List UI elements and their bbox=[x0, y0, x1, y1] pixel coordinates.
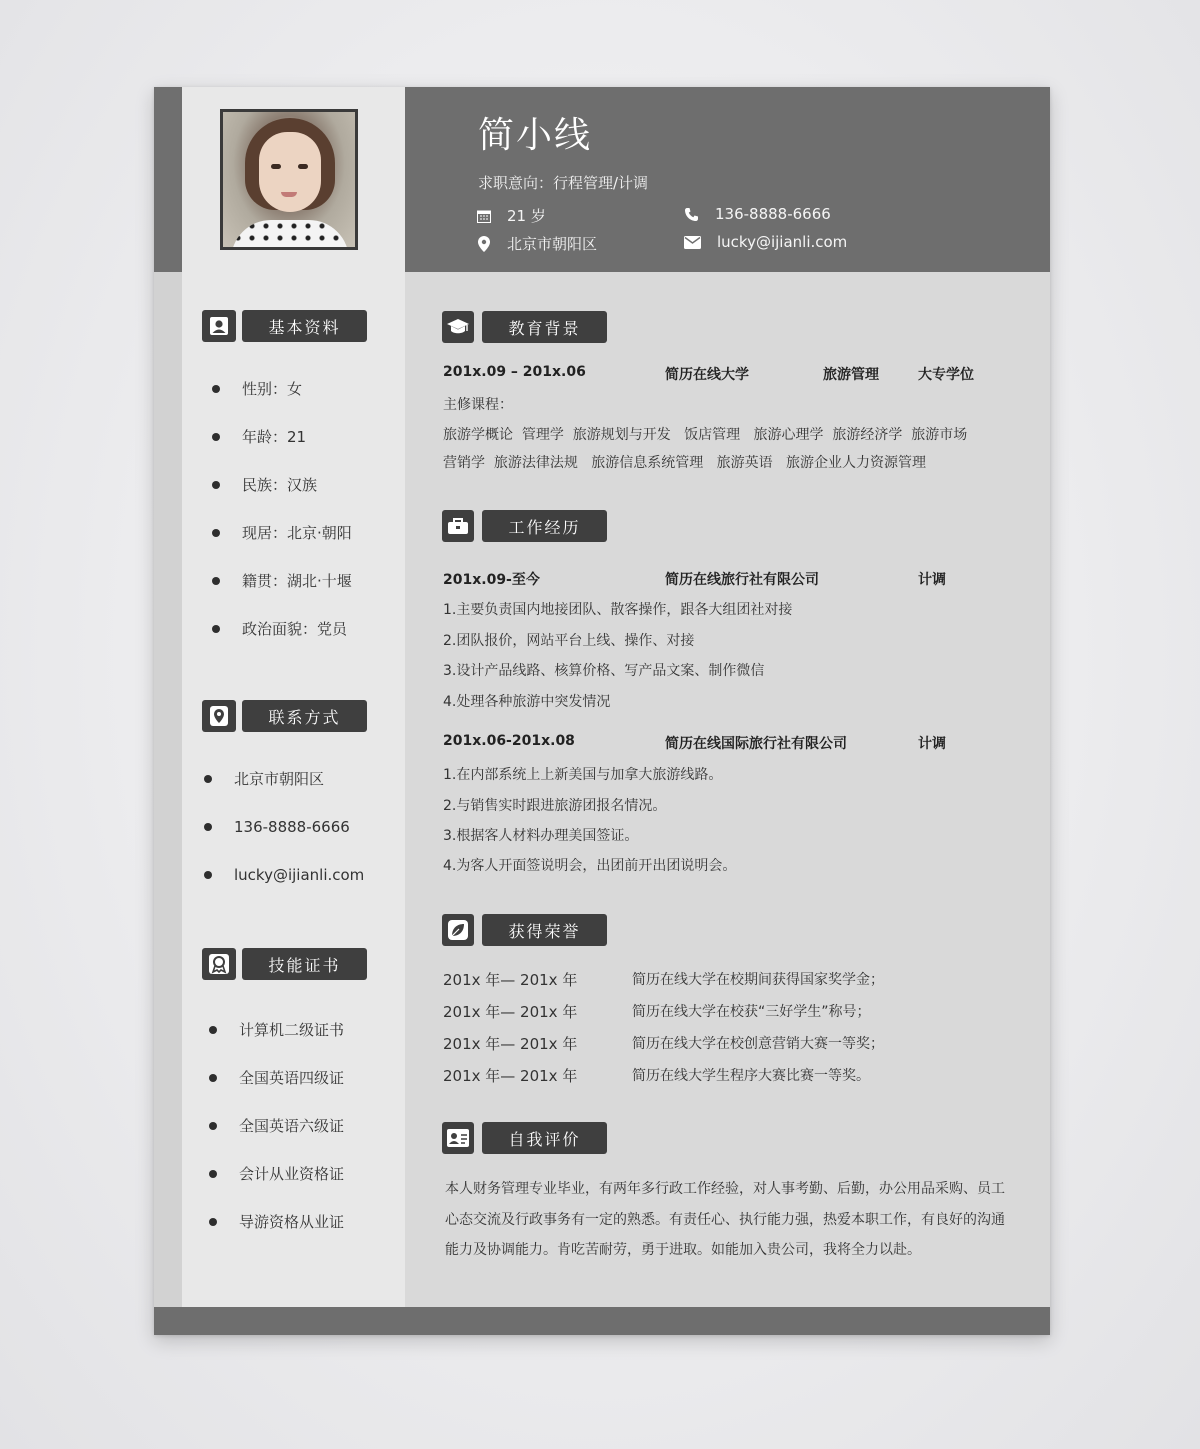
work-header bbox=[442, 510, 607, 542]
honor-desc: 简历在线大学在校期间获得国家奖学金； bbox=[632, 972, 884, 988]
job-1-duty: 2.团队报价，网站平台上线、操作、对接 bbox=[443, 633, 695, 649]
email-info bbox=[684, 233, 847, 251]
job-1-company: 简历在线旅行社有限公司 bbox=[665, 572, 819, 588]
honors-header bbox=[442, 914, 607, 946]
list-item: 全国英语六级证 bbox=[209, 1116, 344, 1164]
list-item: 全国英语四级证 bbox=[209, 1068, 344, 1116]
list-item: 136-8888-6666 bbox=[204, 817, 364, 865]
email-text: lucky@ijianli.com bbox=[717, 233, 848, 251]
honor-period: 201x 年— 201x 年 bbox=[443, 971, 578, 989]
user-icon bbox=[202, 310, 236, 342]
job-2-duty: 4.为客人开面签说明会，出团前开出团说明会。 bbox=[443, 858, 737, 874]
job-intent: 求职意向：行程管理/计调 bbox=[478, 174, 649, 192]
job-1-duty: 3.设计产品线路、核算价格、写产品文案、制作微信 bbox=[443, 663, 765, 679]
courses-line-2: 营销学 旅游法律法规 旅游信息系统管理 旅游英语 旅游企业人力资源管理 bbox=[443, 455, 926, 471]
leaf-icon bbox=[442, 914, 474, 946]
basic-info-title: 基本资料 bbox=[242, 310, 367, 342]
list-item: 籍贯：湖北·十堰 bbox=[212, 571, 352, 619]
resume-paper bbox=[154, 87, 1050, 1335]
education-school: 简历在线大学 bbox=[665, 367, 749, 383]
honor-period: 201x 年— 201x 年 bbox=[443, 1035, 578, 1053]
briefcase-icon bbox=[442, 510, 474, 542]
header bbox=[405, 87, 1050, 272]
education-period: 201x.09 – 201x.06 bbox=[443, 364, 586, 380]
self-eval-title: 自我评价 bbox=[482, 1122, 607, 1154]
honor-period: 201x 年— 201x 年 bbox=[443, 1003, 578, 1021]
honor-desc: 简历在线大学在校创意营销大赛一等奖； bbox=[632, 1036, 884, 1052]
skills-title: 技能证书 bbox=[242, 948, 367, 980]
candidate-name: 简小线 bbox=[478, 115, 593, 156]
left-stripe bbox=[154, 87, 182, 1335]
list-item: 民族：汉族 bbox=[212, 475, 352, 523]
job-2-period: 201x.06-201x.08 bbox=[443, 733, 575, 749]
courses-line-1: 旅游学概论 管理学 旅游规划与开发 饭店管理 旅游心理学 旅游经济学 旅游市场 bbox=[443, 427, 968, 443]
list-item: 性别：女 bbox=[212, 379, 352, 427]
phone-text: 136-8888-6666 bbox=[715, 205, 831, 223]
location-icon bbox=[202, 700, 236, 732]
honor-desc: 简历在线大学在校获“三好学生”称号； bbox=[632, 1004, 871, 1020]
job-2-duty: 3.根据客人材料办理美国签证。 bbox=[443, 828, 639, 844]
job-1-duty: 4.处理各种旅游中突发情况 bbox=[443, 694, 611, 710]
graduation-cap-icon bbox=[442, 311, 474, 343]
self-eval-text: 本人财务管理专业毕业，有两年多行政工作经验，对人事考勤、后勤，办公用品采购、员工心态交流及行政事务有一定的熟悉。有责任心、执行能力强，热爱本职工作，有良好的沟通能力及协调能力。肯吃苦耐劳，勇于进取。如能加入贵公司，我将全力以赴。 bbox=[445, 1181, 1005, 1258]
education-title: 教育背景 bbox=[482, 311, 607, 343]
profile-photo bbox=[223, 112, 355, 247]
self-eval-header bbox=[442, 1122, 607, 1154]
contact-title: 联系方式 bbox=[242, 700, 367, 732]
basic-info-list bbox=[212, 379, 352, 667]
honors-title: 获得荣誉 bbox=[482, 914, 607, 946]
list-item: 导游资格从业证 bbox=[209, 1212, 344, 1260]
award-icon bbox=[202, 948, 236, 980]
phone-icon bbox=[684, 207, 699, 222]
sidebar bbox=[182, 87, 405, 1307]
skills-header bbox=[202, 948, 367, 980]
avatar bbox=[220, 109, 358, 250]
job-1-duty: 1.主要负责国内地接团队、散客操作，跟各大组团社对接 bbox=[443, 602, 793, 618]
job-2-company: 简历在线国际旅行社有限公司 bbox=[665, 736, 847, 752]
list-item: lucky@ijianli.com bbox=[204, 865, 364, 913]
honor-period: 201x 年— 201x 年 bbox=[443, 1067, 578, 1085]
education-degree: 大专学位 bbox=[918, 367, 974, 383]
list-item: 政治面貌：党员 bbox=[212, 619, 352, 667]
job-2-duty: 2.与销售实时跟进旅游团报名情况。 bbox=[443, 798, 667, 814]
mail-icon bbox=[684, 236, 701, 249]
job-2-duty: 1.在内部系统上上新美国与加拿大旅游线路。 bbox=[443, 767, 723, 783]
education-major: 旅游管理 bbox=[823, 367, 879, 383]
contact-list bbox=[204, 769, 364, 913]
list-item: 计算机二级证书 bbox=[209, 1020, 344, 1068]
age-info bbox=[477, 205, 546, 226]
list-item: 会计从业资格证 bbox=[209, 1164, 344, 1212]
education-header bbox=[442, 311, 607, 343]
calendar-icon bbox=[477, 209, 491, 223]
location-info bbox=[477, 233, 597, 254]
courses-label: 主修课程： bbox=[443, 397, 513, 413]
location-text: 北京市朝阳区 bbox=[507, 235, 598, 253]
bottom-bar bbox=[154, 1307, 1050, 1335]
contact-header bbox=[202, 700, 367, 732]
work-title: 工作经历 bbox=[482, 510, 607, 542]
left-stripe-top bbox=[154, 87, 182, 272]
job-2-role: 计调 bbox=[918, 736, 946, 752]
basic-info-header bbox=[202, 310, 367, 342]
profile-card-icon bbox=[442, 1122, 474, 1154]
list-item: 现居：北京·朝阳 bbox=[212, 523, 352, 571]
age-text: 21 岁 bbox=[507, 207, 546, 225]
phone-info bbox=[684, 205, 831, 223]
job-1-role: 计调 bbox=[918, 572, 946, 588]
list-item: 年龄：21 bbox=[212, 427, 352, 475]
main-content bbox=[405, 272, 1050, 1307]
honor-desc: 简历在线大学生程序大赛比赛一等奖。 bbox=[632, 1068, 870, 1084]
skills-list bbox=[209, 1020, 344, 1260]
job-1-period: 201x.09-至今 bbox=[443, 572, 540, 588]
list-item: 北京市朝阳区 bbox=[204, 769, 364, 817]
map-pin-icon bbox=[477, 236, 491, 252]
